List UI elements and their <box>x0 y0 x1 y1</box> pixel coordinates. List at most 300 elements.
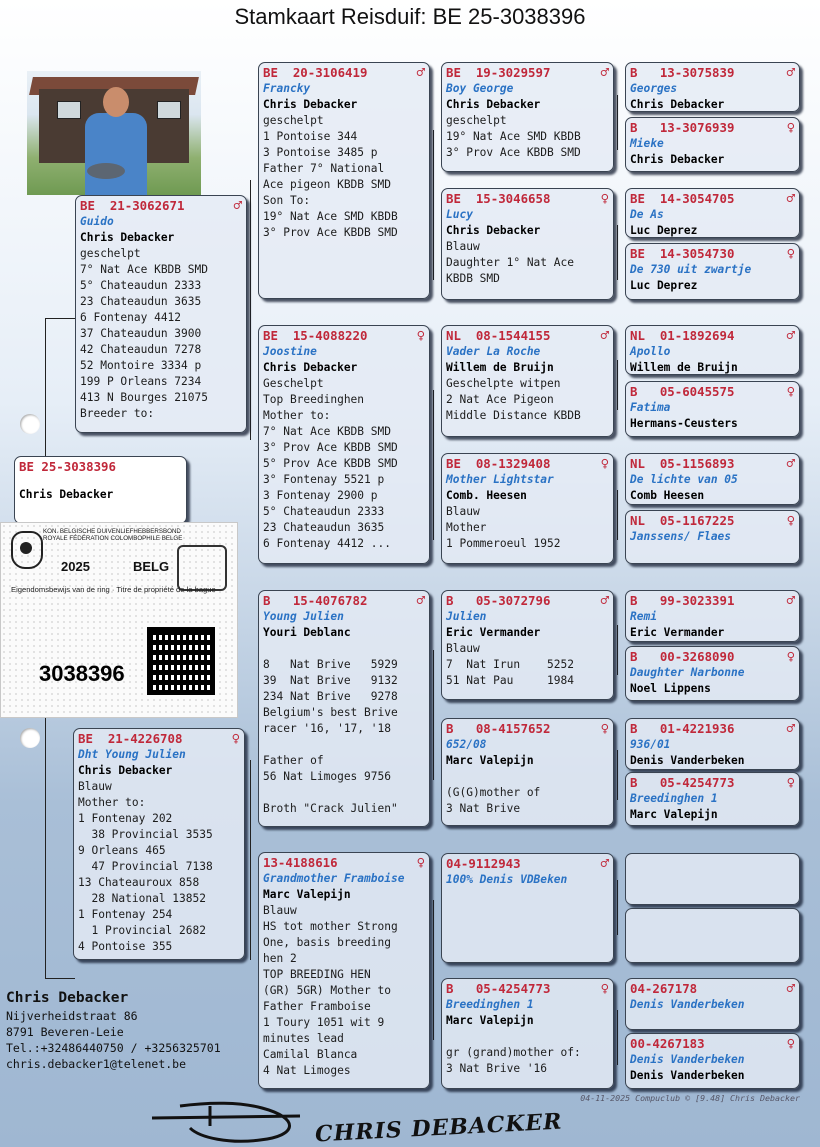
pigeon-name: Janssens/ Flaes <box>630 530 732 543</box>
pigeon-result-line: 42 Chateaudun 7278 <box>80 343 202 356</box>
card-header <box>630 191 795 207</box>
pedigree-card-g8[interactable] <box>625 510 800 564</box>
pigeon-name: Denis Vanderbeken <box>630 1053 745 1066</box>
connector-line <box>250 180 251 440</box>
pigeon-result-line: Son To: <box>263 194 311 207</box>
connector-line <box>250 760 251 960</box>
pigeon-result-line: 1 Provincial 2682 <box>78 924 206 937</box>
pigeon-owner: Chris Debacker <box>263 361 358 374</box>
pigeon-result-line: Mother to: <box>263 409 331 422</box>
pedigree-card-g12[interactable] <box>625 772 800 826</box>
card-header <box>630 1036 795 1052</box>
pedigree-card-g10[interactable] <box>625 646 800 701</box>
pigeon-owner: Denis Vanderbeken <box>630 754 745 767</box>
pigeon-result-line: Blauw <box>446 240 480 253</box>
pigeon-result-line <box>446 769 609 785</box>
pigeon-name: Vader La Roche <box>446 345 541 358</box>
pigeon-name: De 730 uit zwartje <box>630 263 752 276</box>
ring-number: BE 08-1329408 <box>446 456 551 471</box>
ring-number: 13-4188616 <box>263 855 338 870</box>
female-icon: ♀ <box>416 855 425 871</box>
pigeon-result-line: 9 Orleans 465 <box>78 844 166 857</box>
signature-text: CHRIS DEBACKER <box>314 1108 564 1147</box>
owner-name: Chris Debacker <box>6 990 129 1006</box>
pigeon-result-line: 3° Prov Ace KBDB SMD <box>263 226 398 239</box>
pigeon-owner: Chris Debacker <box>78 764 173 777</box>
card-header <box>263 855 425 871</box>
pigeon-result-line: 5° Chateaudun 2333 <box>80 279 202 292</box>
pigeon-result-line <box>263 641 425 657</box>
female-icon: ♀ <box>786 1036 795 1052</box>
card-header <box>446 456 609 472</box>
subject-ring <box>19 459 182 475</box>
pigeon-owner: Noel Lippens <box>630 682 711 695</box>
pigeon-name: Remi <box>630 610 657 623</box>
pigeon-result-line: Geschelpte witpen <box>446 377 561 390</box>
connector-line <box>617 490 618 540</box>
pigeon-result-line: Top Breedinghen <box>263 393 365 406</box>
ring-number: BE 14-3054705 <box>630 191 735 206</box>
connector-line <box>433 390 434 540</box>
card-header <box>630 384 795 400</box>
ring-number: NL 05-1156893 <box>630 456 735 471</box>
ring-country: BELG <box>133 559 170 574</box>
pigeon-result-line <box>446 1029 609 1045</box>
ring-number <box>630 856 637 872</box>
pigeon-owner: Marc Valepijn <box>630 808 718 821</box>
pigeon-owner: Luc Deprez <box>630 279 698 292</box>
card-header <box>630 246 795 262</box>
card-header <box>630 513 795 529</box>
pedigree-card-g2[interactable] <box>625 117 800 172</box>
pigeon-result-line: 1 Toury 1051 wit 9 <box>263 1016 385 1029</box>
breeder-head <box>103 87 129 117</box>
male-icon: ♂ <box>786 593 795 609</box>
pigeon-result-line <box>263 785 425 801</box>
male-icon: ♂ <box>786 191 795 207</box>
pedigree-card-sire[interactable] <box>75 195 247 433</box>
pigeon-name: Mieke <box>630 137 664 150</box>
pigeon-name: 652/08 <box>446 738 487 751</box>
pigeon-name: Apollo <box>630 345 671 358</box>
pigeon-owner: Chris Debacker <box>630 98 725 111</box>
card-header <box>630 593 795 609</box>
card-header <box>446 191 609 207</box>
pigeon-result-line: 56 Nat Limoges 9756 <box>263 770 391 783</box>
card-header <box>630 649 795 665</box>
connector-line <box>617 95 618 150</box>
pedigree-card-g3[interactable] <box>625 188 800 238</box>
owner-contact <box>6 988 221 1072</box>
pedigree-card-sds[interactable] <box>441 325 614 437</box>
ring-number: B 13-3076939 <box>630 120 735 135</box>
pigeon-owner: Comb Heesen <box>630 489 705 502</box>
male-icon: ♂ <box>416 593 425 609</box>
male-icon: ♂ <box>786 721 795 737</box>
ring-number: B 05-6045575 <box>630 384 735 399</box>
pedigree-card-dam[interactable] <box>73 728 245 960</box>
pigeon-result-line: 3 Nat Brive '16 <box>446 1062 548 1075</box>
connector-line <box>617 880 618 935</box>
connector-line <box>433 650 434 780</box>
card-header <box>630 856 795 872</box>
ring-card-title: Eigendomsbewijs van de ring · Titre de propriété de la bague <box>11 585 216 594</box>
card-header <box>630 456 795 472</box>
connector-line <box>433 130 434 280</box>
pigeon-result-line: Breeder to: <box>80 407 155 420</box>
loft-window <box>157 101 181 119</box>
pedigree-card-ddd[interactable] <box>441 978 614 1089</box>
pigeon-result-line: 28 National 13852 <box>78 892 206 905</box>
card-header <box>630 911 795 927</box>
breeder-photo <box>27 71 201 195</box>
pigeon-result-line: Geschelpt <box>263 377 324 390</box>
pigeon-owner: Chris Debacker <box>263 98 358 111</box>
pigeon-name: Fatima <box>630 401 671 414</box>
pigeon-name: Mother Lightstar <box>446 473 554 486</box>
pigeon-result-line: geschelpt <box>263 114 324 127</box>
pedigree-card-ds[interactable] <box>258 590 430 827</box>
pigeon-result-line: gr (grand)mother of: <box>446 1046 581 1059</box>
pigeon-name: 100% Denis VDBeken <box>446 873 568 886</box>
pigeon-result-line: Camilal Blanca <box>263 1048 358 1061</box>
male-icon: ♂ <box>416 65 425 81</box>
federation-name <box>43 528 193 542</box>
pedigree-card-g11[interactable] <box>625 718 800 770</box>
pigeon-result-line: 1 Pommeroeul 1952 <box>446 537 561 550</box>
male-icon: ♂ <box>786 456 795 472</box>
pigeon-result-line: Belgium's best Brive <box>263 706 398 719</box>
card-header <box>630 65 795 81</box>
pigeon-result-line: 8 Nat Brive 5929 <box>263 658 398 671</box>
ring-year: 2025 <box>61 559 90 574</box>
pigeon-name: Denis Vanderbeken <box>630 998 745 1011</box>
pedigree-card-g6[interactable] <box>625 381 800 437</box>
card-header <box>263 328 425 344</box>
female-icon: ♀ <box>786 649 795 665</box>
ring-number: B 05-4254773 <box>446 981 551 996</box>
ring-number: BE 15-3046658 <box>446 191 551 206</box>
card-header <box>446 328 609 344</box>
punch-hole <box>20 414 40 434</box>
pigeon-result-line: (GR) 5GR) Mother to <box>263 984 391 997</box>
pigeon-result-line: Daughter 1° Nat Ace <box>446 256 574 269</box>
card-header <box>630 328 795 344</box>
male-icon: ♂ <box>600 856 609 872</box>
owner-email: chris.debacker1@telenet.be <box>6 1057 187 1071</box>
pigeon-name: Julien <box>446 610 487 623</box>
pigeon-result-line: 4 Pontoise 355 <box>78 940 173 953</box>
pigeon-owner: Denis Vanderbeken <box>630 1069 745 1082</box>
qr-code-icon <box>147 627 215 695</box>
ring-number: BE 20-3106419 <box>263 65 368 80</box>
female-icon <box>787 911 795 927</box>
pigeon-result-line: 234 Nat Brive 9278 <box>263 690 398 703</box>
ring-number: B 08-4157652 <box>446 721 551 736</box>
female-icon: ♀ <box>600 191 609 207</box>
ring-number: B 99-3023391 <box>630 593 735 608</box>
card-header <box>263 593 425 609</box>
pigeon-name: Boy George <box>446 82 514 95</box>
pigeon-result-line: Father 7° National <box>263 162 385 175</box>
pigeon-owner: Youri Deblanc <box>263 626 351 639</box>
pedigree-card-dsd[interactable] <box>441 718 614 826</box>
ring-number: BE 21-3062671 <box>80 198 185 213</box>
female-icon: ♀ <box>600 721 609 737</box>
female-icon: ♀ <box>786 246 795 262</box>
punch-hole <box>20 728 40 748</box>
ring-number: BE 25-3038396 <box>19 459 116 474</box>
pigeon-result-line <box>263 737 425 753</box>
pigeon-result-line: Blauw <box>446 642 480 655</box>
pigeon-result-line: Father Framboise <box>263 1000 371 1013</box>
pigeon-result-line: Blauw <box>263 904 297 917</box>
pedigree-card-g5[interactable] <box>625 325 800 375</box>
card-header <box>630 120 795 136</box>
pigeon-result-line: Middle Distance KBDB <box>446 409 581 422</box>
pigeon-result-line: geschelpt <box>80 247 141 260</box>
pedigree-card-g15[interactable] <box>625 978 800 1030</box>
ring-number: 00-4267183 <box>630 1036 705 1051</box>
pigeon-name: Joostine <box>263 345 317 358</box>
federation-name-fr: ROYALE FÉDÉRATION COLOMBOPHILE BELGE <box>43 535 183 542</box>
loft-window <box>57 101 81 119</box>
pigeon-result-line: geschelpt <box>446 114 507 127</box>
pigeon-result-line: Blauw <box>446 505 480 518</box>
card-header <box>446 65 609 81</box>
pigeon-result-line: 2 Nat Ace Pigeon <box>446 393 554 406</box>
pigeon-name: Dht Young Julien <box>78 748 186 761</box>
card-header <box>446 981 609 997</box>
ring-number: NL 01-1892694 <box>630 328 735 343</box>
pedigree-card-ssd[interactable] <box>441 188 614 300</box>
pigeon-result-line: 1 Pontoise 344 <box>263 130 358 143</box>
pigeon-result-line: Mother to: <box>78 796 146 809</box>
pigeon-result-line: 3° Prov Ace KBDB SMD <box>263 441 398 454</box>
pigeon-result-line: Ace pigeon KBDB SMD <box>263 178 391 191</box>
pigeon-owner: Comb. Heesen <box>446 489 527 502</box>
pigeon-result-line: 38 Provincial 3535 <box>78 828 213 841</box>
card-header <box>630 981 795 997</box>
subject-owner: Chris Debacker <box>19 488 114 501</box>
pigeon-result-line: Blauw <box>78 780 112 793</box>
pigeon-name: 936/01 <box>630 738 671 751</box>
ring-number: BE 21-4226708 <box>78 731 183 746</box>
pigeon-result-line: 23 Chateaudun 3635 <box>263 521 385 534</box>
pigeon-result-line: minutes lead <box>263 1032 344 1045</box>
female-icon <box>787 856 795 872</box>
connector-line <box>617 750 618 800</box>
ring-number: BE 15-4088220 <box>263 328 368 343</box>
pedigree-card-dd[interactable] <box>258 852 430 1089</box>
pedigree-card-sss[interactable] <box>441 62 614 172</box>
pigeon-result-line: 37 Chateaudun 3900 <box>80 327 202 340</box>
owner-phone: Tel.:+32486440750 / +3256325701 <box>6 1041 221 1055</box>
ring-number: BE 14-3054730 <box>630 246 735 261</box>
pigeon-result-line: 6 Fontenay 4412 ... <box>263 537 391 550</box>
pigeon-result-line: Father of <box>263 754 324 767</box>
connector-line <box>45 318 75 319</box>
male-icon: ♂ <box>786 981 795 997</box>
ring-number: B 01-4221936 <box>630 721 735 736</box>
male-icon: ♂ <box>786 328 795 344</box>
pigeon-result-line: 7° Nat Ace KBDB SMD <box>80 263 208 276</box>
pigeon-owner: Eric Vermander <box>630 626 725 639</box>
male-icon: ♂ <box>786 65 795 81</box>
ring-number <box>630 911 637 927</box>
print-stamp: 04-11-2025 Compuclub © [9.48] Chris Debacker <box>580 1093 800 1103</box>
card-header <box>446 721 609 737</box>
pigeon-owner: Chris Debacker <box>80 231 175 244</box>
pigeon-result-line: 4 Nat Limoges <box>263 1064 351 1077</box>
pigeon-result-line: 3 Nat Brive <box>446 802 521 815</box>
pigeon-name: Daughter Narbonne <box>630 666 745 679</box>
connector-line <box>617 1010 618 1065</box>
pigeon-result-line: 47 Provincial 7138 <box>78 860 213 873</box>
pigeon-result-line: 13 Chateauroux 858 <box>78 876 200 889</box>
pigeon-result-line: One, basis breeding <box>263 936 391 949</box>
card-header <box>630 721 795 737</box>
female-icon: ♀ <box>600 981 609 997</box>
pigeon-result-line: TOP BREEDING HEN <box>263 968 371 981</box>
ring-number: NL 08-1544155 <box>446 328 551 343</box>
card-header <box>446 856 609 872</box>
ring-number: B 05-3072796 <box>446 593 551 608</box>
pigeon-result-line: (G(G)mother of <box>446 786 541 799</box>
pigeon-in-hand <box>87 163 125 179</box>
pigeon-owner: Marc Valepijn <box>263 888 351 901</box>
pigeon-result-line: racer '16, '17, '18 <box>263 722 391 735</box>
pigeon-result-line: HS tot mother Strong <box>263 920 398 933</box>
card-header <box>446 593 609 609</box>
male-icon: ♂ <box>233 198 242 214</box>
pigeon-result-line: 52 Montoire 3334 p <box>80 359 202 372</box>
subject-card[interactable] <box>14 456 187 524</box>
pigeon-result-line: 19° Nat Ace SMD KBDB <box>446 130 581 143</box>
pigeon-result-line: 39 Nat Brive 9132 <box>263 674 398 687</box>
page-title: Stamkaart Reisduif: BE 25-3038396 <box>234 4 586 29</box>
pigeon-owner: Marc Valepijn <box>446 1014 534 1027</box>
pedigree-card-g7[interactable] <box>625 453 800 505</box>
female-icon: ♀ <box>786 384 795 400</box>
card-header <box>263 65 425 81</box>
connector-line <box>45 978 75 979</box>
pigeon-result-line: KBDB SMD <box>446 272 500 285</box>
pigeon-owner: Willem de Bruijn <box>630 361 738 374</box>
breeder-figure <box>85 87 145 195</box>
pigeon-owner: Marc Valepijn <box>446 754 534 767</box>
female-icon: ♀ <box>786 775 795 791</box>
card-header <box>80 198 242 214</box>
pigeon-name: De As <box>630 208 664 221</box>
pigeon-result-line: 413 N Bourges 21075 <box>80 391 208 404</box>
pigeon-result-line: 3° Prov Ace KBDB SMD <box>446 146 581 159</box>
pedigree-card-dds[interactable] <box>441 853 614 963</box>
pigeon-result-line: 1 Fontenay 202 <box>78 812 173 825</box>
ring-number: B 05-4254773 <box>630 775 735 790</box>
pedigree-card-g1[interactable] <box>625 62 800 112</box>
male-icon: ♂ <box>600 328 609 344</box>
pedigree-card-g4[interactable] <box>625 243 800 300</box>
card-header <box>78 731 240 747</box>
pigeon-name: Georges <box>630 82 678 95</box>
ring-ownership-card <box>0 522 238 718</box>
pigeon-name: Breedinghen 1 <box>630 792 718 805</box>
ring-number: 04-9112943 <box>446 856 521 871</box>
ring-number: NL 05-1167225 <box>630 513 735 528</box>
pigeon-owner: Chris Debacker <box>630 153 725 166</box>
pedigree-card-dss[interactable] <box>441 590 614 700</box>
female-icon: ♀ <box>600 456 609 472</box>
pigeon-result-line: 5° Prov Ace KBDB SMD <box>263 457 398 470</box>
pigeon-owner: Hermans-Ceusters <box>630 417 738 430</box>
pedigree-card-g9[interactable] <box>625 590 800 642</box>
pigeon-name: Lucy <box>446 208 473 221</box>
pigeon-owner: Willem de Bruijn <box>446 361 554 374</box>
federation-name-nl: KON. BELGISCHE DUIVENLIEFHEBBERSBOND <box>43 528 181 535</box>
ring-number: BE 19-3029597 <box>446 65 551 80</box>
pigeon-result-line: Broth "Crack Julien" <box>263 802 398 815</box>
pedigree-card-sdd[interactable] <box>441 453 614 564</box>
pigeon-result-line: 23 Chateaudun 3635 <box>80 295 202 308</box>
pigeon-owner: Luc Deprez <box>630 224 698 237</box>
ring-number: B 13-3075839 <box>630 65 735 80</box>
pigeon-result-line: 3 Fontenay 2900 p <box>263 489 378 502</box>
male-icon: ♂ <box>600 65 609 81</box>
pigeon-result-line: Mother <box>446 521 487 534</box>
ring-number: B 00-3268090 <box>630 649 735 664</box>
owner-address: Nijverheidstraat 86 <box>6 1009 138 1023</box>
pigeon-name: Francky <box>263 82 311 95</box>
ring-card-number: 3038396 <box>39 661 125 686</box>
female-icon: ♀ <box>786 120 795 136</box>
pedigree-card-ss[interactable] <box>258 62 430 299</box>
card-header <box>630 775 795 791</box>
pedigree-card-g14[interactable] <box>625 908 800 963</box>
pigeon-result-line: 3° Fontenay 5521 p <box>263 473 385 486</box>
pedigree-card-g16[interactable] <box>625 1033 800 1089</box>
ring-number: B 15-4076782 <box>263 593 368 608</box>
pigeon-name: De lichte van 05 <box>630 473 738 486</box>
pigeon-result-line: 7 Nat Irun 5252 <box>446 658 574 671</box>
pigeon-result-line: 5° Chateaudun 2333 <box>263 505 385 518</box>
ring-number: 04-267178 <box>630 981 698 996</box>
female-icon: ♀ <box>786 513 795 529</box>
female-icon: ♀ <box>231 731 240 747</box>
connector-line <box>433 900 434 1040</box>
pigeon-result-line: 3 Pontoise 3485 p <box>263 146 378 159</box>
male-icon: ♂ <box>600 593 609 609</box>
pedigree-card-g13[interactable] <box>625 853 800 905</box>
pigeon-result-line: hen 2 <box>263 952 297 965</box>
pigeon-result-line: 7° Nat Ace KBDB SMD <box>263 425 391 438</box>
pigeon-owner: Chris Debacker <box>446 224 541 237</box>
connector-line <box>617 225 618 280</box>
pigeon-owner: Eric Vermander <box>446 626 541 639</box>
female-icon: ♀ <box>416 328 425 344</box>
breeder-shirt <box>85 113 147 195</box>
pigeon-owner: Chris Debacker <box>446 98 541 111</box>
pigeon-result-line: 6 Fontenay 4412 <box>80 311 182 324</box>
kbdb-logo-icon <box>11 531 43 569</box>
pigeon-name: Breedinghen 1 <box>446 998 534 1011</box>
pigeon-name: Young Julien <box>263 610 344 623</box>
owner-city: 8791 Beveren-Leie <box>6 1025 124 1039</box>
pedigree-card-sd[interactable] <box>258 325 430 564</box>
connector-line <box>617 625 618 675</box>
pigeon-result-line: 19° Nat Ace SMD KBDB <box>263 210 398 223</box>
pigeon-result-line: 199 P Orleans 7234 <box>80 375 202 388</box>
